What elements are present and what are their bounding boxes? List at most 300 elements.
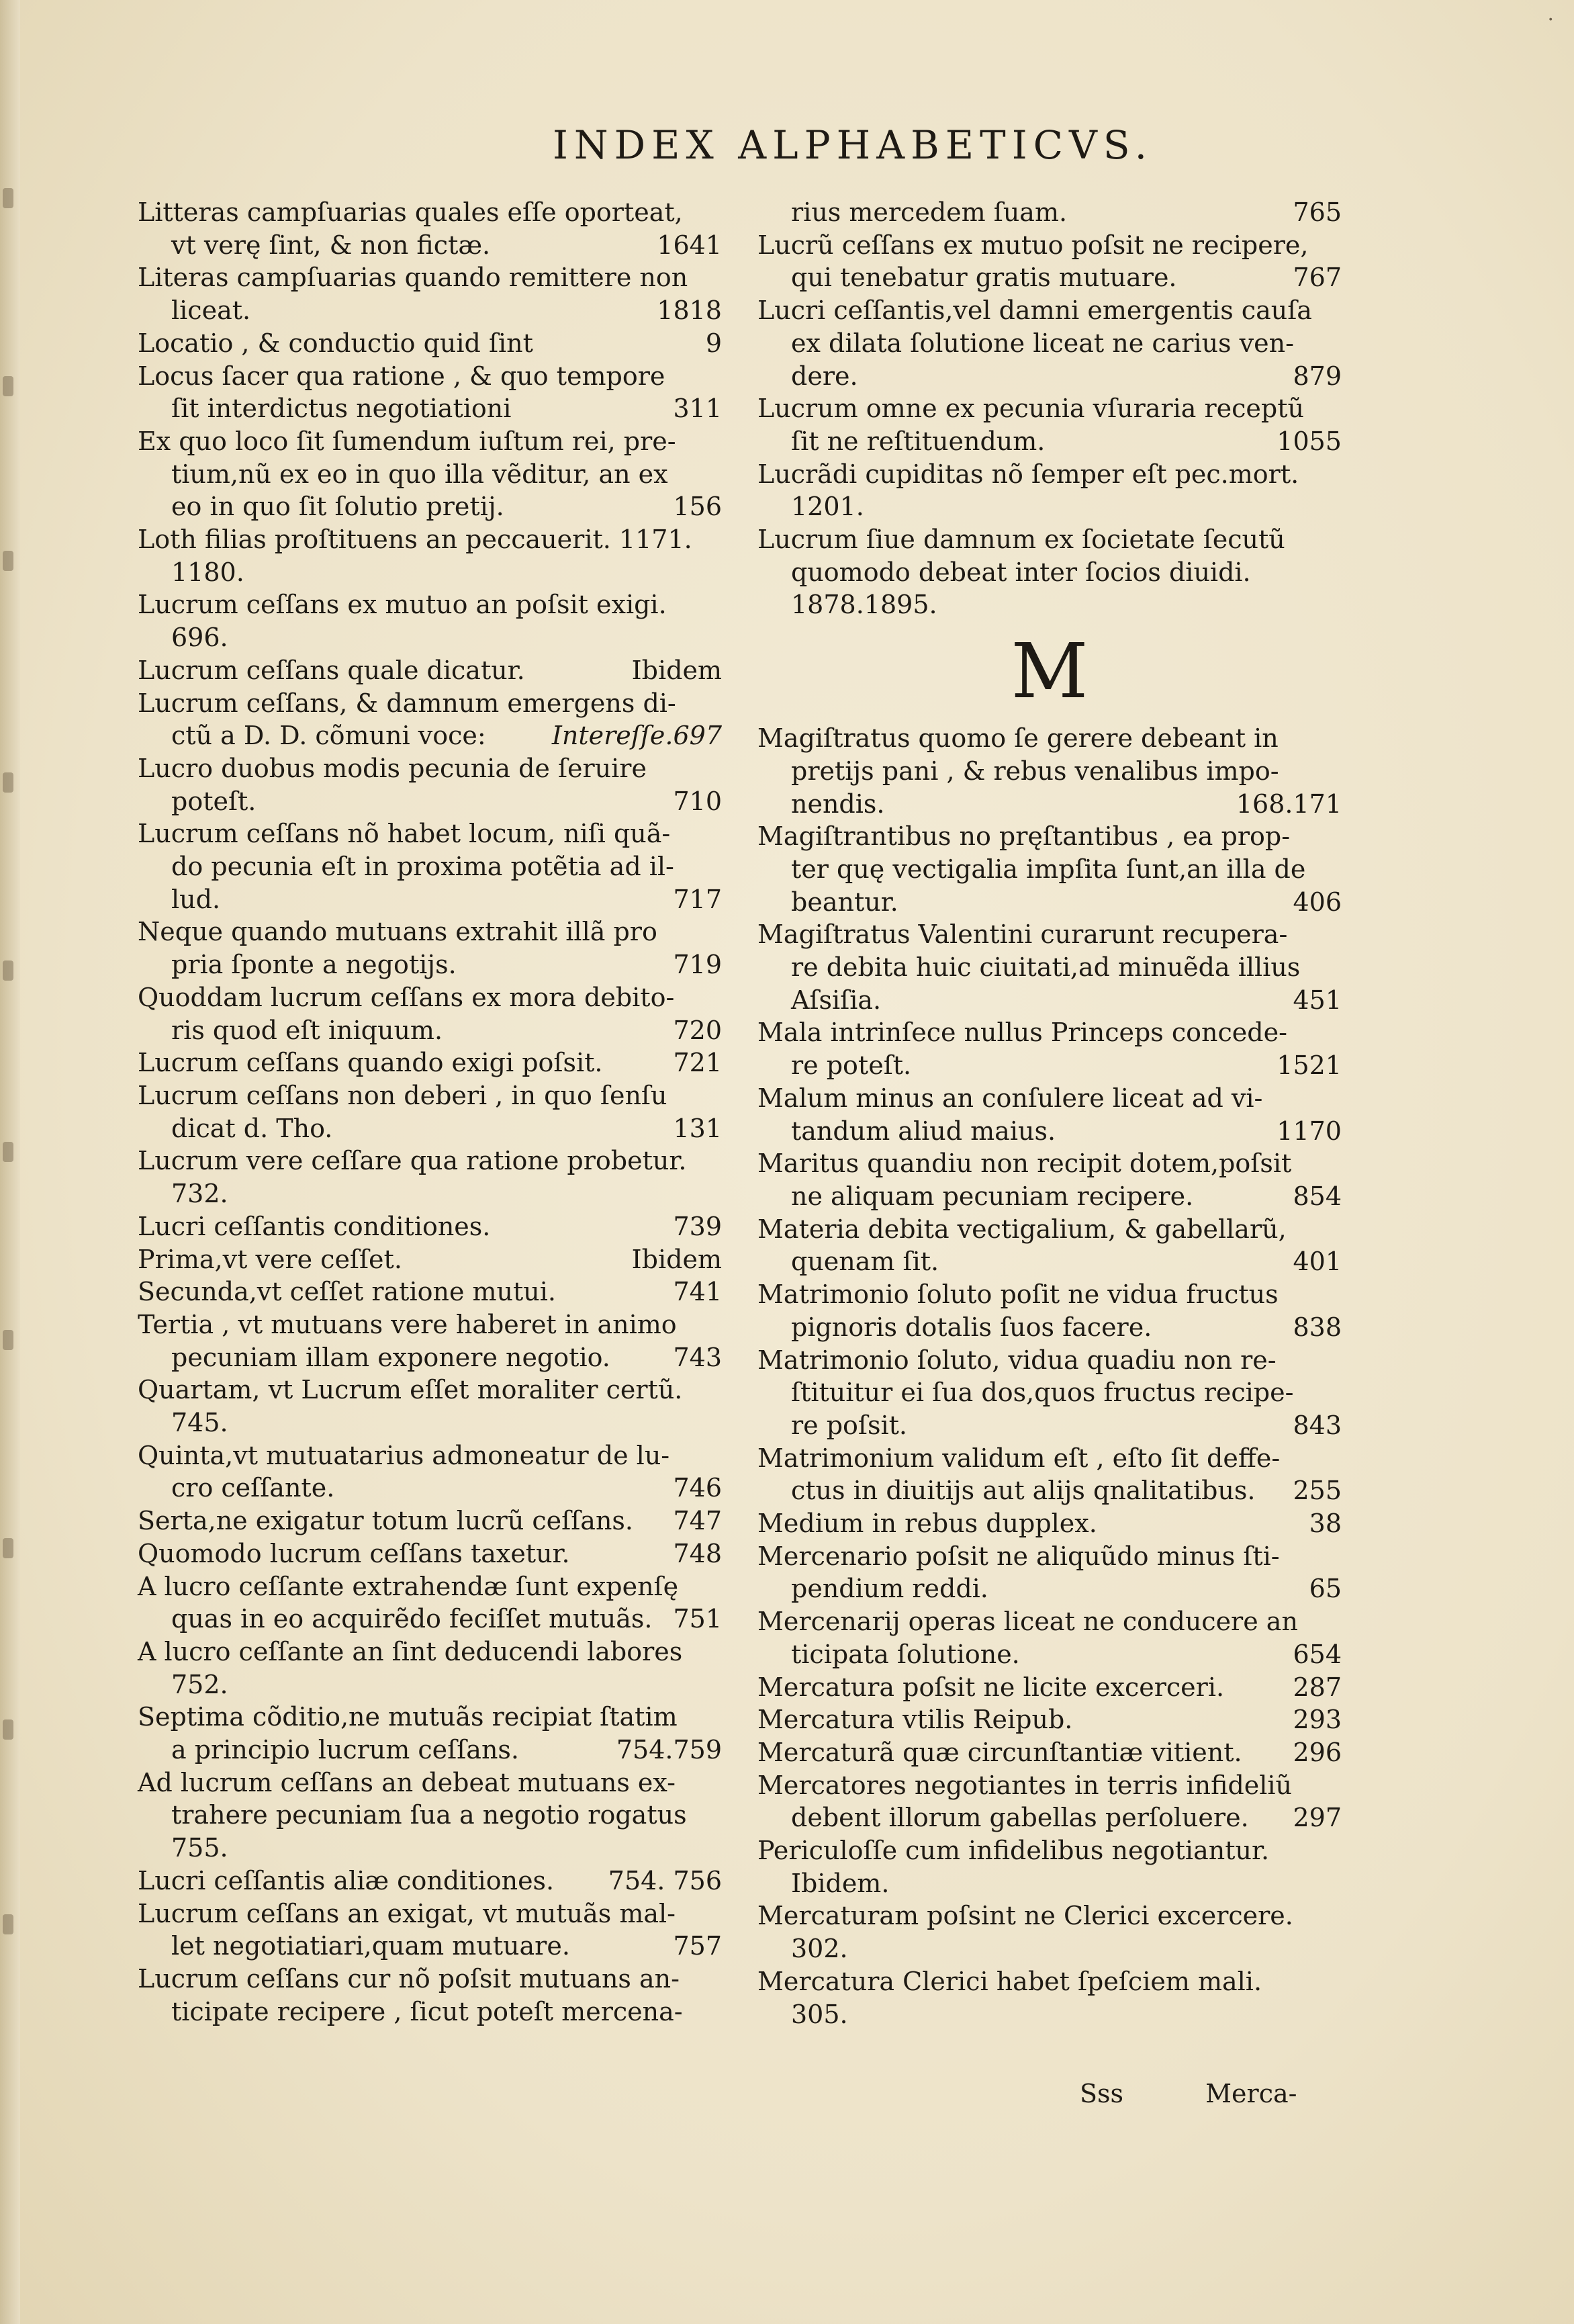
entry-page-number: 1170 (1277, 1116, 1342, 1146)
entry-line (138, 1636, 722, 1668)
index-entry (757, 918, 1342, 1016)
entry-line (138, 1603, 722, 1636)
entry-page-number: 293 (1293, 1705, 1342, 1735)
entry-text: debent illorum gabellas perſoluere. (791, 1803, 1249, 1833)
entry-text: rius mercedem ſuam. (791, 197, 1068, 227)
gutter-ink-mark (3, 188, 13, 208)
section-letter-m: M (1011, 628, 1089, 716)
entry-page-number: 654 (1293, 1639, 1342, 1669)
entry-text: Lucri ceſſantis aliæ conditiones. (138, 1865, 555, 1895)
entry-line (138, 1734, 722, 1767)
entry-line (757, 1147, 1342, 1180)
index-entry (757, 1344, 1342, 1442)
entry-text: liceat. (171, 296, 251, 326)
entry-text: eo in quo ſit ſolutio pretij. (171, 492, 504, 522)
entry-line (138, 1308, 722, 1341)
index-entry (138, 1374, 722, 1439)
entry-text: ſit ne reſtituendum. (791, 426, 1046, 456)
index-entry (757, 523, 1342, 621)
index-entry (138, 1701, 722, 1766)
entry-text: Materia debita vectigalium, & gabellarũ, (757, 1214, 1287, 1244)
entry-line (138, 1963, 722, 1996)
entry-line (757, 261, 1342, 294)
entry-text: 732. (171, 1179, 228, 1209)
entry-line (757, 327, 1342, 360)
entry-page-number: 739 (673, 1211, 722, 1241)
entry-line (757, 229, 1342, 262)
entry-line (138, 523, 722, 556)
entry-text: 752. (171, 1669, 228, 1699)
entry-page-number: 757 (673, 1931, 722, 1961)
entry-line (138, 1406, 722, 1439)
entry-line (757, 918, 1342, 951)
entry-text: Loth filias proſtituens an peccauerit. 1171. (138, 525, 692, 555)
entry-line (138, 229, 722, 262)
entry-page-number: 65 (1309, 1574, 1342, 1604)
entry-text: Lucri ceſſantis conditiones. (138, 1211, 491, 1241)
entry-text: Litteras campſuarias quales eſſe oporteat, (138, 197, 683, 227)
entry-line (757, 1474, 1342, 1507)
index-entry (757, 1147, 1342, 1212)
entry-line (757, 820, 1342, 853)
entry-line (757, 1703, 1342, 1736)
entry-line (757, 1245, 1342, 1278)
entry-line (757, 984, 1342, 1017)
entry-text: 745. (171, 1408, 228, 1438)
entry-line (138, 588, 722, 621)
entry-text: Mercatura vtilis Reipub. (757, 1705, 1073, 1735)
entry-text: A lucro ceſſante extrahendæ ſunt expenſę (138, 1571, 679, 1601)
entry-text: pignoris dotalis ſuos facere. (791, 1312, 1152, 1342)
index-entry (757, 1605, 1342, 1670)
index-entry (138, 1505, 722, 1537)
entry-line (138, 1079, 722, 1112)
entry-line (138, 1865, 722, 1897)
entry-line (757, 1998, 1342, 2031)
entry-page-number: 710 (673, 786, 722, 816)
entry-page-number: 754.759 (616, 1735, 722, 1765)
binding-gutter (0, 0, 20, 2324)
entry-line (138, 1668, 722, 1701)
entry-text: tandum aliud maius. (791, 1116, 1056, 1146)
entry-page-number: 38 (1309, 1509, 1342, 1539)
entry-line (757, 1638, 1342, 1671)
entry-text: Quoddam lucrum ceſſans ex mora debito- (138, 982, 675, 1012)
entry-line (138, 1341, 722, 1374)
index-entry (138, 1046, 722, 1079)
entry-text: Prima,vt vere ceſſet. (138, 1244, 402, 1274)
index-entry (138, 1537, 722, 1570)
entry-page-number: 754. 756 (608, 1865, 722, 1895)
entry-line (757, 588, 1342, 621)
entry-text: 1201. (791, 492, 864, 522)
gutter-ink-mark (3, 551, 13, 571)
index-entry (138, 1570, 722, 1636)
entry-text: Mercaturam poſsint ne Clerici excercere. (757, 1901, 1293, 1931)
entry-page-number: 401 (1293, 1247, 1342, 1277)
index-entry (757, 196, 1342, 229)
index-entry (757, 1442, 1342, 1507)
entry-page-number: 719 (673, 950, 722, 980)
entry-line (138, 1570, 722, 1603)
entry-line (138, 294, 722, 327)
index-entry (757, 1213, 1342, 1278)
index-entry (757, 1736, 1342, 1769)
entry-text: Quinta,vt mutuatarius admoneatur de lu- (138, 1440, 670, 1470)
entry-text: qui tenebatur gratis mutuare. (791, 263, 1177, 293)
entry-line (757, 425, 1342, 458)
entry-text: Mercatura Clerici habet ſpeſciem mali. (757, 1966, 1262, 1996)
entry-line (138, 1897, 722, 1930)
entry-line (757, 788, 1342, 821)
entry-text: do pecunia eſt in proxima potẽtia ad il- (171, 852, 674, 882)
entry-line (757, 1965, 1342, 1998)
entry-text: quomodo debeat inter ſocios diuidi. (791, 557, 1251, 587)
entry-text: ſtituitur ei ſua dos,quos fructus recipe- (791, 1378, 1294, 1408)
index-entry (138, 1276, 722, 1308)
gutter-ink-mark (3, 1142, 13, 1162)
entry-line (138, 1210, 722, 1243)
index-entry (138, 1963, 722, 2028)
index-entry (138, 196, 722, 261)
index-entry (757, 1540, 1342, 1605)
entry-text: Neque quando mutuans extrahit illã pro (138, 917, 657, 947)
entry-line (757, 1605, 1342, 1638)
entry-line (138, 1472, 722, 1505)
entry-text: Magiſtratus quomo ſe gerere debeant in (757, 723, 1279, 754)
index-entry (138, 1243, 722, 1276)
entry-line (138, 556, 722, 589)
index-entry (138, 523, 722, 588)
entry-line (138, 621, 722, 654)
entry-text: Lucrum ceſſans quando exigi poſsit. (138, 1048, 603, 1078)
entry-text: Mercatura poſsit ne licite excerceri. (757, 1672, 1225, 1702)
entry-line (757, 1572, 1342, 1605)
entry-line (757, 1801, 1342, 1834)
entry-line (757, 951, 1342, 984)
index-entry (138, 1636, 722, 1701)
index-entry (757, 820, 1342, 918)
entry-text: ne aliquam pecuniam recipere. (791, 1181, 1194, 1211)
entry-line (138, 1996, 722, 2028)
entry-page-number: 720 (673, 1015, 722, 1045)
index-entry (138, 1439, 722, 1505)
entry-line (757, 886, 1342, 919)
entry-line (138, 981, 722, 1014)
entry-text: Lucro duobus modis pecunia de ſeruire (138, 753, 647, 783)
entry-line (138, 1505, 722, 1537)
entry-text: cro ceſſante. (171, 1473, 335, 1503)
entry-page-number: 748 (673, 1538, 722, 1568)
entry-line (757, 523, 1342, 556)
entry-page-number: 843 (1293, 1410, 1342, 1440)
entry-text: dere. (791, 361, 858, 391)
entry-page-number: 746 (673, 1473, 722, 1503)
index-entry (138, 752, 722, 817)
entry-text: dicat d. Tho. (171, 1113, 333, 1143)
entry-text: Serta,ne exigatur totum lucrũ ceſſans. (138, 1506, 634, 1536)
entry-line (757, 853, 1342, 886)
entry-text: quas in eo acquirẽdo feciſſet mutuãs. (171, 1604, 653, 1634)
entry-page-number: 767 (1293, 263, 1342, 293)
entry-page-number: 406 (1293, 887, 1342, 917)
index-entry (138, 1145, 722, 1210)
entry-text: nendis. (791, 789, 885, 819)
entry-line (757, 1671, 1342, 1704)
entry-text: re poteſt. (791, 1051, 912, 1081)
index-entry (757, 1900, 1342, 1965)
catchword: Merca- (1205, 2079, 1297, 2108)
entry-line (757, 196, 1342, 229)
entry-line (757, 556, 1342, 589)
entry-text: lud. (171, 884, 221, 914)
entry-text: pendium reddi. (791, 1574, 988, 1604)
entry-page-number: 297 (1293, 1803, 1342, 1833)
entry-line (138, 1439, 722, 1472)
entry-line (138, 458, 722, 491)
entry-text: ter quę vectigalia impſita ſunt,an illa de (791, 854, 1306, 884)
entry-text: Lucrum vere ceſſare qua ratione probetur. (138, 1146, 687, 1176)
entry-line (757, 1115, 1342, 1148)
entry-line (757, 1932, 1342, 1965)
entry-text: Matrimonium validum eſt , eſto ſit deffe- (757, 1443, 1281, 1473)
entry-line (138, 392, 722, 425)
entry-text: Matrimonio ſoluto, vidua quadiu non re- (757, 1345, 1277, 1375)
entry-page-number: 9 (705, 328, 722, 358)
entry-text: Magiſtratus Valentini curarunt recupera- (757, 920, 1288, 950)
entry-text: Lucrum ceſſans, & damnum emergens di- (138, 688, 676, 718)
entry-line (138, 1112, 722, 1145)
entry-text: 302. (791, 1934, 848, 1964)
index-entry (138, 327, 722, 360)
index-entry (138, 817, 722, 915)
entry-text: Lucrum ceſſans nõ habet locum, niſi quã- (138, 819, 671, 849)
right-column (757, 196, 1342, 2030)
entry-text: Lucri ceſſantis,vel damni emergentis cauſa (757, 296, 1312, 326)
right-entries-l (757, 196, 1342, 621)
entry-line (757, 722, 1342, 755)
entry-text: Ex quo loco ſit ſumendum iuſtum rei, pre- (138, 426, 676, 456)
entry-text: Locatio , & conductio quid ſint (138, 328, 533, 358)
entry-page-number: 287 (1293, 1672, 1342, 1702)
entry-text: pecuniam illam exponere negotio. (171, 1342, 610, 1372)
entry-line (757, 360, 1342, 393)
entry-text: Secunda,vt ceſſet ratione mutui. (138, 1277, 557, 1307)
entry-line (757, 1049, 1342, 1082)
entry-text: vt verę ſint, & non fictæ. (171, 230, 491, 260)
entry-text: Lucrum omne ex pecunia vſuraria receptũ (757, 394, 1304, 424)
entry-line (138, 1177, 722, 1210)
entry-text: Maritus quandiu non recipit dotem,poſsit (757, 1149, 1292, 1179)
entry-text: Mercatores negotiantes in terris infideliũ (757, 1770, 1293, 1800)
entry-text: Locus ſacer qua ratione , & quo tempore (138, 361, 665, 391)
entry-page-number: 743 (673, 1342, 722, 1372)
entry-line (138, 1799, 722, 1832)
entry-line (138, 1374, 722, 1406)
entry-text: Mercenario poſsit ne aliquũdo minus ſti- (757, 1541, 1280, 1571)
entry-line (757, 1213, 1342, 1246)
entry-line (138, 1832, 722, 1865)
entry-text: Magiſtrantibus no pręſtantibus , ea prop- (757, 821, 1291, 852)
entry-text: ſit interdictus negotiationi (171, 394, 512, 424)
entry-page-number: 451 (1293, 985, 1342, 1015)
gutter-ink-mark (3, 1538, 13, 1558)
index-entry (138, 1767, 722, 1865)
entry-page-number: 1055 (1277, 426, 1342, 456)
entry-page-number: 717 (673, 884, 722, 914)
entry-text: Mercenarij operas liceat ne conducere an (757, 1607, 1298, 1637)
entry-text: Ibidem. (791, 1868, 890, 1898)
entry-text: poteſt. (171, 786, 257, 816)
entry-line (138, 719, 722, 752)
entry-line (757, 1180, 1342, 1213)
index-entry (757, 722, 1342, 820)
entry-line (138, 1014, 722, 1047)
gutter-ink-mark (3, 1914, 13, 1934)
entry-line (138, 850, 722, 883)
gutter-ink-mark (3, 376, 13, 396)
entry-page-number: 131 (673, 1113, 722, 1143)
entry-page-number: 879 (1293, 361, 1342, 391)
entry-text: Periculoſſe cum infidelibus negotiantur. (757, 1836, 1270, 1866)
entry-page-number: Ibidem (631, 1244, 722, 1274)
entry-line (138, 490, 722, 523)
index-entry (138, 654, 722, 687)
entry-text: Tertia , vt mutuans vere haberet in animo (138, 1309, 677, 1339)
index-entry (757, 1769, 1342, 1834)
entry-text: Lucrum ceſſans ex mutuo an poſsit exigi. (138, 590, 667, 620)
entry-text: ris quod eſt iniquum. (171, 1015, 443, 1045)
entry-line (757, 1409, 1342, 1442)
index-entry (138, 1079, 722, 1145)
entry-page-number: 255 (1293, 1476, 1342, 1506)
entry-text: pria ſponte a negotijs. (171, 950, 457, 980)
entry-line (757, 1442, 1342, 1475)
entry-text: Quartam, vt Lucrum eſſet moraliter certũ. (138, 1375, 683, 1405)
index-entry (138, 1897, 722, 1963)
entry-line (138, 817, 722, 850)
left-column (138, 196, 722, 2028)
index-entry (757, 1965, 1342, 2030)
entry-text: Malum minus an conſulere liceat ad vi- (757, 1083, 1263, 1113)
entry-text: Quomodo lucrum ceſſans taxetur. (138, 1538, 570, 1568)
entry-page-number: 1521 (1277, 1051, 1342, 1081)
entry-text: re debita huic ciuitati,ad minuẽda illius (791, 952, 1301, 983)
entry-text: Lucrum ceſſans quale dicatur. (138, 655, 525, 685)
entry-text: beantur. (791, 887, 898, 917)
entry-line (757, 755, 1342, 788)
entry-line (138, 687, 722, 720)
entry-text: 696. (171, 623, 228, 653)
entry-line (757, 1016, 1342, 1049)
entry-text: let negotiatiari,quam mutuare. (171, 1931, 570, 1961)
entry-line (138, 1767, 722, 1799)
entry-line (138, 1243, 722, 1276)
entry-text: Lucrũ ceſſans ex mutuo poſsit ne recipere, (757, 230, 1309, 260)
index-entry (757, 1016, 1342, 1081)
index-entry (138, 425, 722, 523)
entry-page-number: 741 (673, 1277, 722, 1307)
entry-text: Lucrãdi cupiditas nõ ſemper eſt pec.mort. (757, 459, 1299, 489)
entry-text: tium,nũ ex eo in quo illa vẽditur, an ex (171, 459, 668, 489)
entry-page-number: 156 (673, 492, 722, 522)
entry-text: Lucrum ceſſans an exigat, vt mutuãs mal- (138, 1898, 676, 1928)
index-entry (757, 229, 1342, 294)
index-entry (138, 360, 722, 425)
entry-line (757, 458, 1342, 491)
index-entry (757, 458, 1342, 523)
entry-text: quenam ſit. (791, 1247, 939, 1277)
index-entry (138, 1308, 722, 1374)
entry-line (138, 752, 722, 785)
entry-text: re poſsit. (791, 1410, 908, 1440)
entry-text: Ad lucrum ceſſans an debeat mutuans ex- (138, 1767, 676, 1797)
entry-line (138, 196, 722, 229)
entry-line (757, 1278, 1342, 1311)
entry-page-number: Intereſſe.697 (551, 721, 722, 751)
entry-line (757, 392, 1342, 425)
entry-text: 305. (791, 1999, 848, 2029)
signature-mark: Sss (1080, 2079, 1124, 2108)
index-entry (138, 915, 722, 981)
entry-text: ticipata ſolutione. (791, 1639, 1020, 1669)
index-entry (757, 1278, 1342, 1343)
entry-line (757, 490, 1342, 523)
index-entry (757, 1507, 1342, 1540)
entry-text: Mercaturã quæ circunſtantiæ vitient. (757, 1737, 1242, 1767)
entry-line (138, 261, 722, 294)
entry-text: 1878.1895. (791, 590, 937, 620)
entry-text: Lucrum ceſſans non deberi , in quo ſenſu (138, 1080, 667, 1110)
entry-text: ex dilata ſolutione liceat ne carius ven- (791, 328, 1294, 358)
gutter-ink-mark (3, 1330, 13, 1350)
index-entry (138, 1210, 722, 1243)
index-entry (757, 1671, 1342, 1704)
entry-text: Medium in rebus dupplex. (757, 1509, 1097, 1539)
index-entry (138, 588, 722, 654)
entry-text: Matrimonio ſoluto poſit ne vidua fructus (757, 1280, 1279, 1310)
entry-text: Lucrum ſiue damnum ex ſocietate ſecutũ (757, 525, 1285, 555)
index-entry (757, 392, 1342, 457)
entry-line (138, 948, 722, 981)
entry-line (757, 1834, 1342, 1867)
index-entry (138, 261, 722, 326)
entry-line (757, 1867, 1342, 1900)
entry-text: ticipate recipere , ſicut poteſt mercena- (171, 1996, 683, 2026)
entry-page-number: 747 (673, 1506, 722, 1536)
index-entry (757, 294, 1342, 392)
entry-line (138, 425, 722, 458)
entry-text: trahere pecuniam ſua a negotio rogatus (171, 1800, 687, 1830)
index-entry (138, 687, 722, 752)
entry-page-number: 721 (673, 1048, 722, 1078)
entry-text: A lucro ceſſante an ſint deducendi labores (138, 1636, 683, 1666)
entry-page-number: Ibidem (631, 655, 722, 685)
entry-page-number: 1818 (657, 296, 722, 326)
entry-line (138, 1145, 722, 1177)
entry-line (757, 1736, 1342, 1769)
entry-line (138, 1276, 722, 1308)
entry-page-number: 765 (1293, 197, 1342, 227)
page-title: INDEX ALPHABETICVS. (552, 122, 1154, 168)
entry-line (757, 1376, 1342, 1409)
index-entry (757, 1703, 1342, 1736)
entry-line (757, 1507, 1342, 1540)
gutter-ink-mark (3, 1719, 13, 1740)
entry-text: Septima cõditio,ne mutuãs recipiat ſtatim (138, 1702, 678, 1732)
entry-text: ctus in diuitijs aut alijs qnalitatibus. (791, 1476, 1256, 1506)
entry-line (757, 1769, 1342, 1802)
